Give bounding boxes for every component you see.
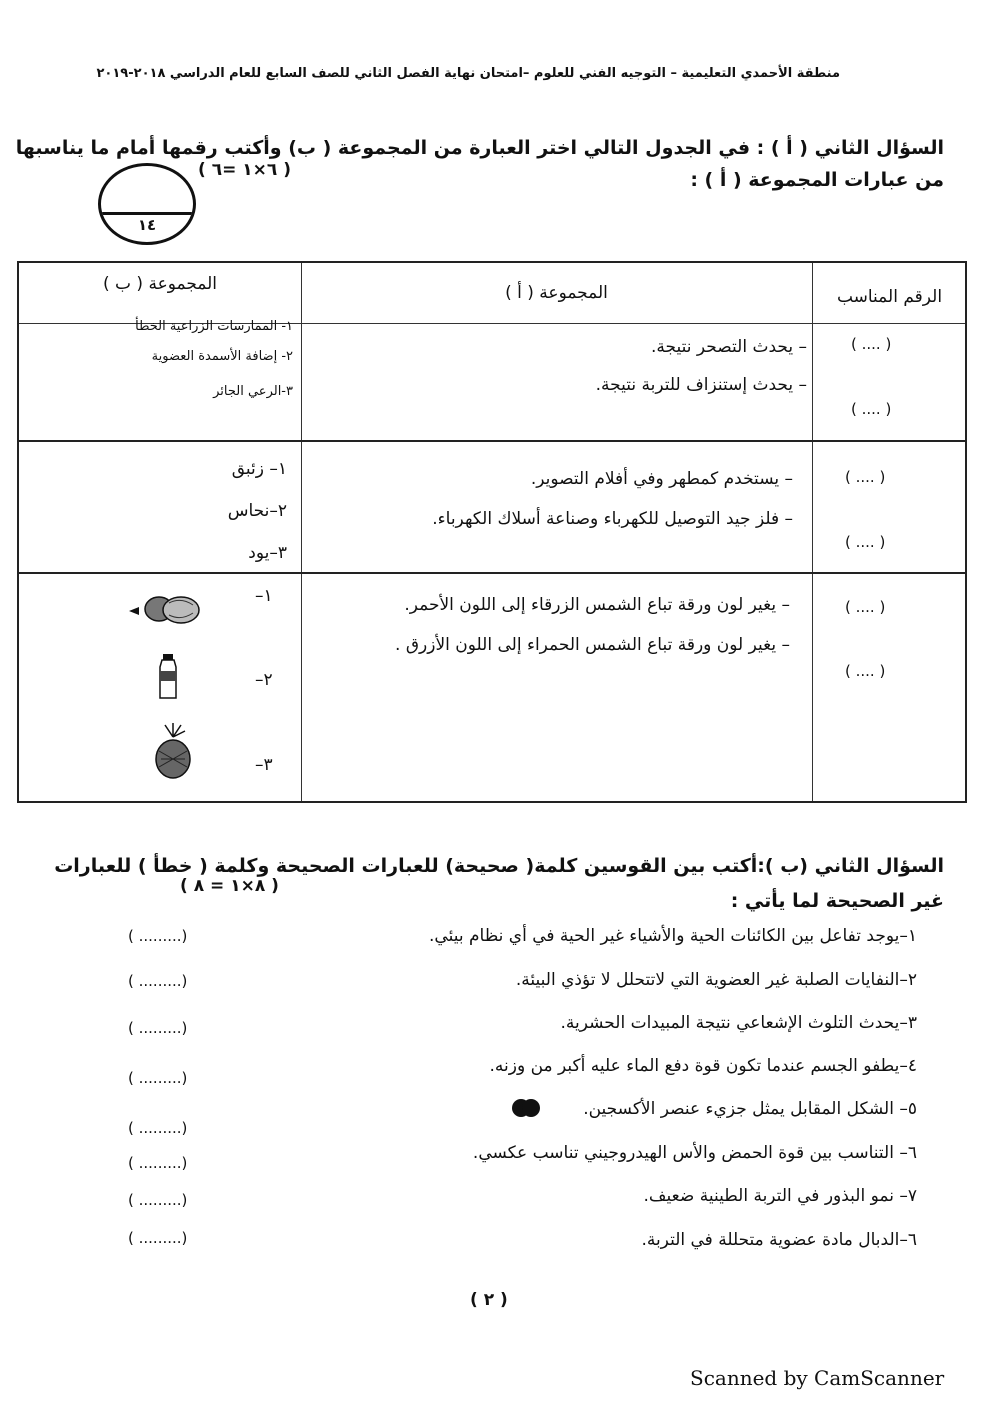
question-a-title-line2: من عبارات المجموعة ( أ ) :: [690, 169, 944, 191]
answer-blank[interactable]: ( .........): [128, 1069, 188, 1087]
statement-item: ٧– نمو البذور في التربة الطينية ضعيف.: [643, 1186, 917, 1206]
answer-blank[interactable]: ( .... ): [845, 468, 886, 486]
group-b-option: ٣-الرعي الجائر: [213, 384, 293, 399]
exam-header: منطقة الأحمدي التعليمية – التوجيه الفني للعلوم –امتحان نهاية الفصل الثاني للصف السابع للعام الدراسي ٢٠١٨-٢٠١٩: [96, 66, 840, 81]
question-b-marks: ( ٨×١ = ٨ ): [180, 876, 279, 896]
group-a-statement: – يغير لون ورقة تباع الشمس الحمراء إلى اللون الأزرق .: [395, 635, 790, 655]
statement-item: ٥– الشكل المقابل يمثل جزيء عنصر الأكسجين.: [583, 1099, 917, 1119]
bottle-icon: [157, 653, 179, 701]
group-b-option: –١: [255, 586, 273, 606]
question-b-title-line2: غير الصحيحة لما يأتي :: [730, 890, 944, 912]
group-a-statement: – فلز جيد التوصيل للكهرباء وصناعة أسلاك الكهرباء.: [432, 509, 793, 529]
matching-table: [17, 261, 967, 803]
answer-blank[interactable]: ( .... ): [845, 598, 886, 616]
header-number: الرقم المناسب: [836, 287, 943, 307]
group-b-option: –٢: [255, 670, 273, 690]
statement-item: ٦–الدبال مادة عضوية متحللة في التربة.: [641, 1230, 917, 1250]
page-number: ( ٢ ): [470, 1290, 508, 1310]
answer-blank[interactable]: ( .... ): [845, 662, 886, 680]
header-group-a: المجموعة ( أ ): [505, 283, 608, 303]
group-a-statement: – يحدث إستنزاف للتربة نتيجة.: [595, 375, 807, 395]
statement-item: ١–يوجد تفاعل بين الكائنات الحية والأشياء غير الحية في أي نظام بيئي.: [429, 926, 917, 946]
group-b-option: –٣: [255, 755, 273, 775]
answer-blank[interactable]: ( .........): [128, 1119, 188, 1137]
statement-item: ٤–يطفو الجسم عندما تكون قوة دفع الماء عليه أكبر من وزنه.: [489, 1056, 917, 1076]
group-b-option: ٢–نحاس: [227, 501, 287, 521]
lemon-icon: [123, 591, 203, 629]
answer-blank[interactable]: ( .........): [128, 927, 188, 945]
answer-blank[interactable]: ( .........): [128, 972, 188, 990]
question-a-title-line1: السؤال الثاني ( أ ) : في الجدول التالي اختر العبارة من المجموعة ( ب) وأكتب رقمها أمام ما يناسبها: [15, 137, 944, 159]
pineapple-icon: [151, 723, 195, 781]
statement-item: ٦– التناسب بين قوة الحمض والأس الهيدروجيني تناسب عكسي.: [472, 1143, 917, 1163]
group-b-option: ٢- إضافة الأسمدة العضوية: [151, 349, 293, 364]
table-divider: [301, 263, 302, 801]
group-a-statement: – يستخدم كمطهر وفي أفلام التصوير.: [530, 469, 793, 489]
question-a-marks: ( ٦×١ =٦ ): [198, 160, 291, 180]
statement-item: ٣–يحدث التلوث الإشعاعي نتيجة المبيدات الحشرية.: [560, 1013, 917, 1033]
group-b-option: ١– زئبق: [231, 459, 287, 479]
score-divider: [101, 212, 193, 215]
table-divider: [19, 440, 965, 442]
score-circle: [98, 163, 196, 245]
statement-item: ٢–النفايات الصلبة غير العضوية التي لاتتحلل لا تؤذي البيئة.: [515, 970, 917, 990]
table-divider: [812, 263, 813, 801]
score-value: ١٤: [137, 216, 157, 234]
answer-blank[interactable]: ( .........): [128, 1191, 188, 1209]
question-b-title-line1: السؤال الثاني (ب ):أكتب بين القوسين كلمة( صحيحة) للعبارات الصحيحة وكلمة ( خطأ ) للعبارات: [54, 855, 944, 877]
answer-blank[interactable]: ( .... ): [851, 400, 892, 418]
scanner-watermark: Scanned by CamScanner: [690, 1366, 945, 1390]
group-b-option: ١- الممارسات الزراعية الخطأ: [135, 319, 293, 334]
answer-blank[interactable]: ( .........): [128, 1019, 188, 1037]
answer-blank[interactable]: ( .........): [128, 1154, 188, 1172]
answer-blank[interactable]: ( .... ): [845, 533, 886, 551]
group-a-statement: – يحدث التصحر نتيجة.: [651, 337, 807, 357]
group-b-option: ٣–يود: [248, 543, 287, 563]
header-group-b: المجموعة ( ب ): [102, 274, 218, 294]
group-a-statement: – يغير لون ورقة تباع الشمس الزرقاء إلى اللون الأحمر.: [404, 595, 790, 615]
table-divider: [19, 572, 965, 574]
answer-blank[interactable]: ( .... ): [851, 335, 892, 353]
oxygen-molecule-icon: [510, 1097, 542, 1119]
answer-blank[interactable]: ( .........): [128, 1229, 188, 1247]
